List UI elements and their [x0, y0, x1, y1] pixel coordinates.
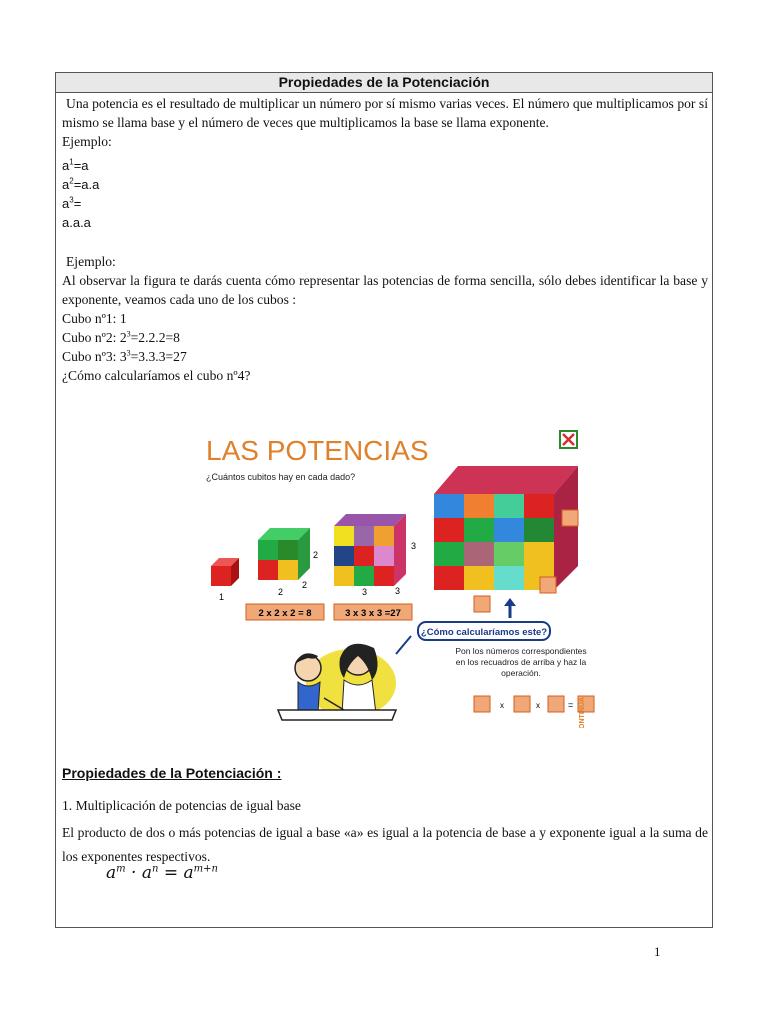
cube-2-graphic: [258, 528, 310, 580]
cube-1-line: Cubo nº1: 1: [62, 311, 127, 326]
property-1-heading: 1. Multiplicación de potencias de igual base: [62, 798, 301, 813]
cube-3-graphic: [334, 514, 406, 586]
document-body: [62, 94, 708, 385]
example2-label: Ejemplo:: [66, 254, 116, 269]
example-label: Ejemplo:: [62, 134, 112, 149]
instruction-container: [451, 646, 591, 694]
document-frame: [55, 72, 713, 928]
arrow-up-icon: [504, 598, 516, 618]
cube-2-label-side: 2: [313, 550, 319, 560]
op-box-2[interactable]: [514, 696, 530, 712]
document-title: Propiedades de la Potenciación: [56, 73, 712, 93]
close-icon[interactable]: [560, 431, 577, 448]
cube-3-label-depth: 3: [395, 586, 401, 596]
cube-2-label-depth: 2: [302, 580, 308, 590]
answer-box-side[interactable]: [562, 510, 578, 526]
property-1-rule: El producto de dos o más potencias de igual a base «a» es igual a la potencia de base a y exponente igual a la suma de los exponentes respectivos.: [62, 825, 708, 864]
children-illustration: [278, 644, 396, 720]
illustration-svg: [206, 428, 596, 728]
op-box-3[interactable]: [548, 696, 564, 712]
section-title: Propiedades de la Potenciación :: [62, 765, 282, 781]
question-line: ¿Cómo calcularíamos el cubo nº4?: [62, 368, 251, 383]
cube-1-label: 1: [219, 592, 225, 602]
bubble-text: ¿Cómo calcularíamos este?: [420, 627, 548, 638]
cube-3-label-front: 3: [362, 587, 368, 597]
answer-box-depth[interactable]: [540, 577, 556, 593]
example-line-4: a.a.a: [62, 215, 91, 230]
observe-paragraph: Al observar la figura te darás cuenta cómo representar las potencias de forma sencilla, sólo debes identificar la base y exponente, veamos cada uno de los cubos :: [62, 273, 708, 307]
cube-1-graphic: [211, 558, 239, 586]
op-x-1: x: [500, 701, 504, 710]
cube-2-label-front: 2: [278, 587, 284, 597]
property-1-formula: $a^m \cdot a^n = a^{m+n}$: [106, 863, 218, 883]
cube-2-line: Cubo nº2: $2^3=2.2.2=8$: [62, 329, 180, 345]
formula-2-text: 2 x 2 x 2 = 8: [258, 608, 312, 619]
intro-paragraph: Una potencia es el resultado de multiplicar un número por sí mismo varias veces. El número que multiplicamos por sí mismo se llama base y el número de veces que multiplicamos la base se llama exponente.: [62, 96, 708, 130]
answer-box-width[interactable]: [474, 596, 490, 612]
continue-button[interactable]: CONTINÚA: [579, 697, 586, 728]
cube-3-line: Cubo nº3: $3^3=3.3.3=27$: [62, 348, 187, 364]
page-number: 1: [654, 944, 661, 959]
example-line-1: $a^1=a$: [62, 157, 89, 173]
example-line-2: $a^2=a.a$: [62, 176, 100, 192]
powers-illustration: [206, 428, 596, 728]
op-eq: =: [568, 700, 574, 710]
figure-subtitle: ¿Cuántos cubitos hay en cada dado?: [206, 472, 356, 482]
instruction-text: Pon los números correspondientes en los recuadros de arriba y haz la operación.: [455, 646, 587, 678]
cube-3-label-side: 3: [411, 541, 417, 551]
formula-3-text: 3 x 3 x 3 =27: [345, 608, 401, 619]
example-line-3: $a^3=$: [62, 195, 82, 211]
op-x-2: x: [536, 701, 540, 710]
op-box-1[interactable]: [474, 696, 490, 712]
figure-title: LAS POTENCIAS: [206, 435, 429, 466]
cube-4-graphic: [434, 466, 578, 590]
